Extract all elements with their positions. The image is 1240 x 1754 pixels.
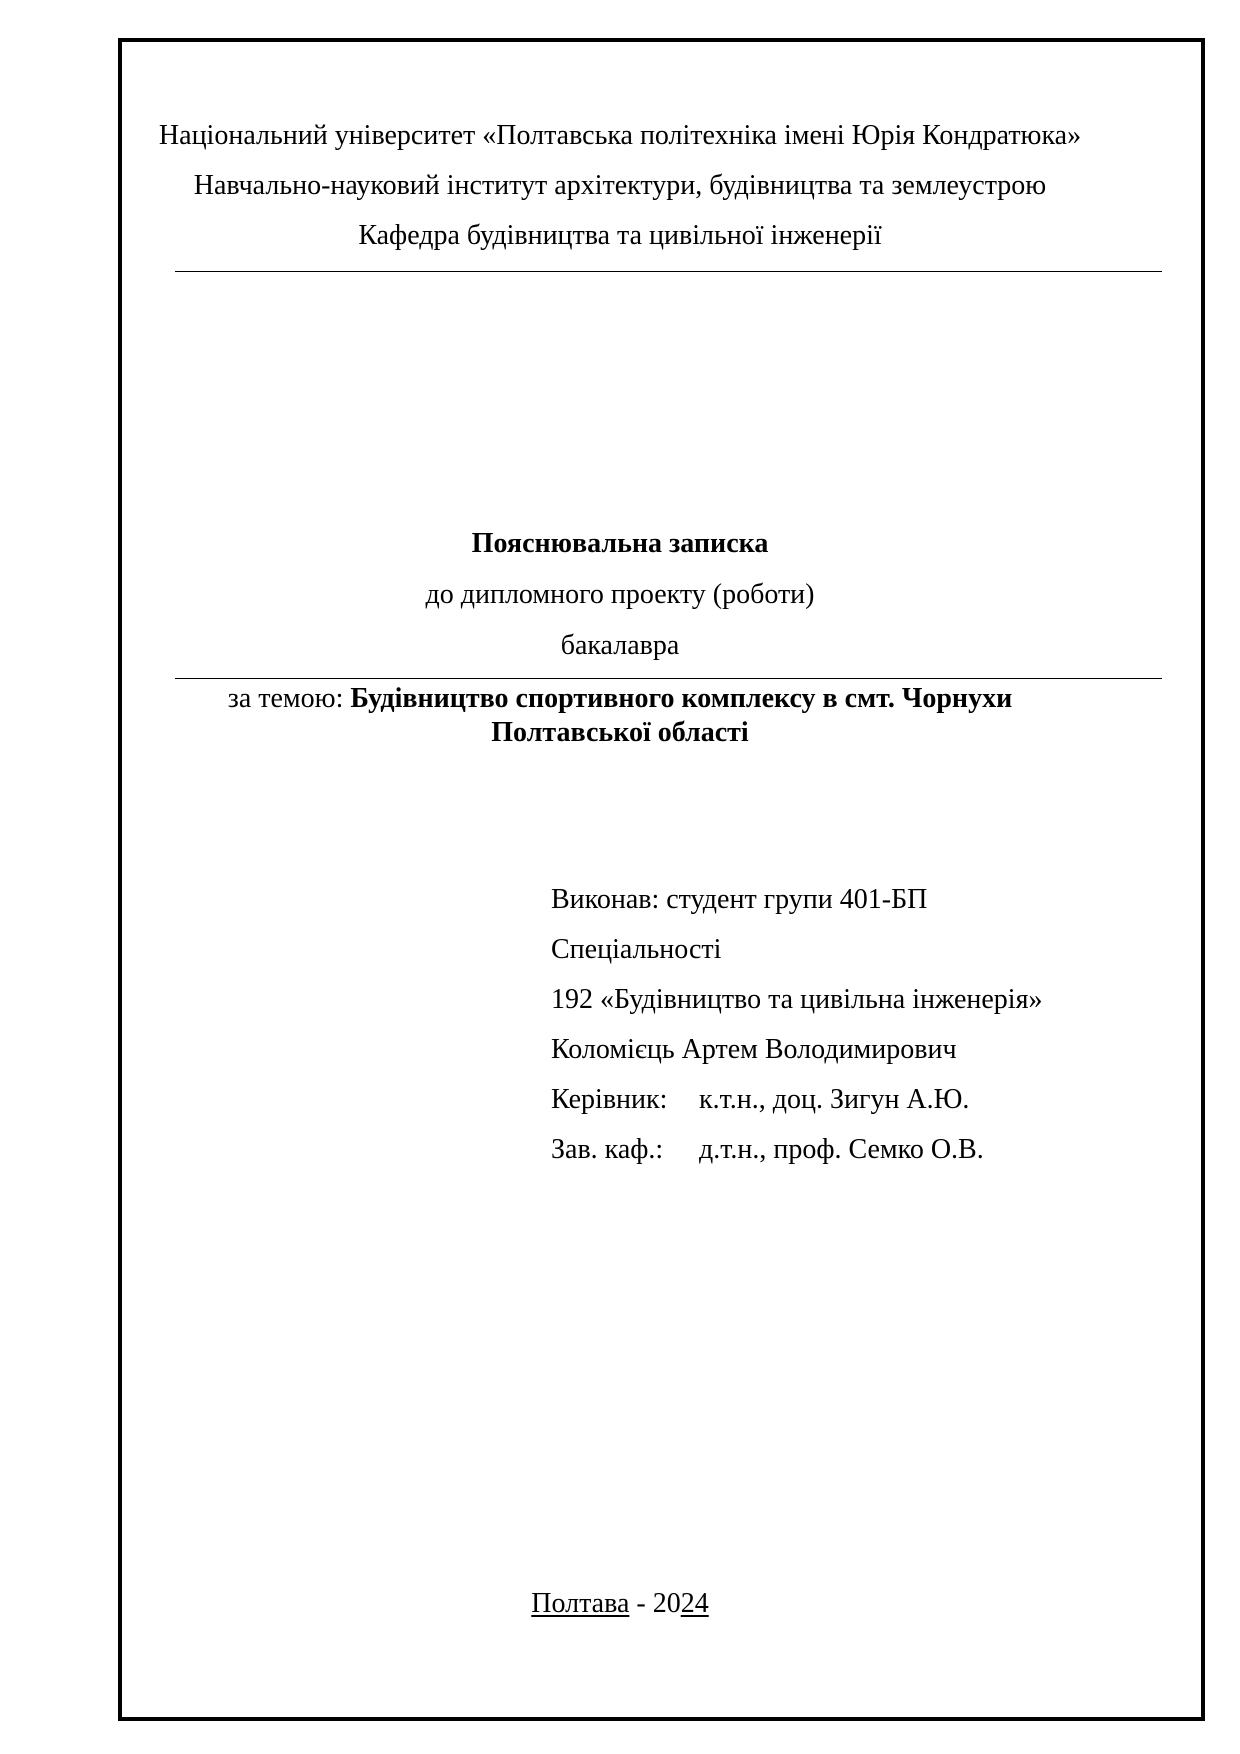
degree-level: бакалавра (560, 630, 680, 661)
year-suffix: 24 (680, 1588, 709, 1619)
year-separator: - 20 (629, 1588, 681, 1619)
supervisor-name: к.т.н., доц. Зигун А.Ю. (699, 1084, 970, 1115)
topic-title: Будівництво спортивного комплексу в смт. Чорнухи (350, 683, 1013, 714)
department-name: Кафедра будівництва та цивільної інженерії (358, 220, 882, 251)
header-divider (175, 271, 1162, 272)
head-name: д.т.н., проф. Семко О.В. (699, 1134, 984, 1165)
specialty-label: Спеціальності (551, 934, 722, 965)
specialty: 192 «Будівництво та цивільна інженерія» (551, 984, 1043, 1015)
city: Полтава (531, 1588, 630, 1619)
document-type: Пояснювальна записка (471, 528, 769, 559)
document-subtitle: до дипломного проекту (роботи) (425, 579, 815, 610)
university-name: Національний університет «Полтавська політехніка імені Юрія Кондратюка» (158, 120, 1082, 151)
head-row (551, 1133, 984, 1167)
topic-line-1 (0, 682, 1240, 716)
supervisor-row (551, 1083, 969, 1117)
performed-by: Виконав: студент групи 401-БП (551, 884, 928, 915)
student-name: Коломієць Артем Володимирович (551, 1034, 957, 1065)
topic-prefix: за темою: (227, 683, 344, 714)
page-border (118, 38, 1205, 1721)
institute-name: Навчально-науковий інститут архітектури, будівництва та землеустрою (193, 170, 1047, 201)
topic-line-2: Полтавської області (491, 717, 749, 748)
topic-divider (175, 678, 1162, 679)
head-label: Зав. каф.: (551, 1134, 664, 1165)
city-year (0, 1587, 1240, 1621)
supervisor-label: Керівник: (551, 1084, 668, 1115)
